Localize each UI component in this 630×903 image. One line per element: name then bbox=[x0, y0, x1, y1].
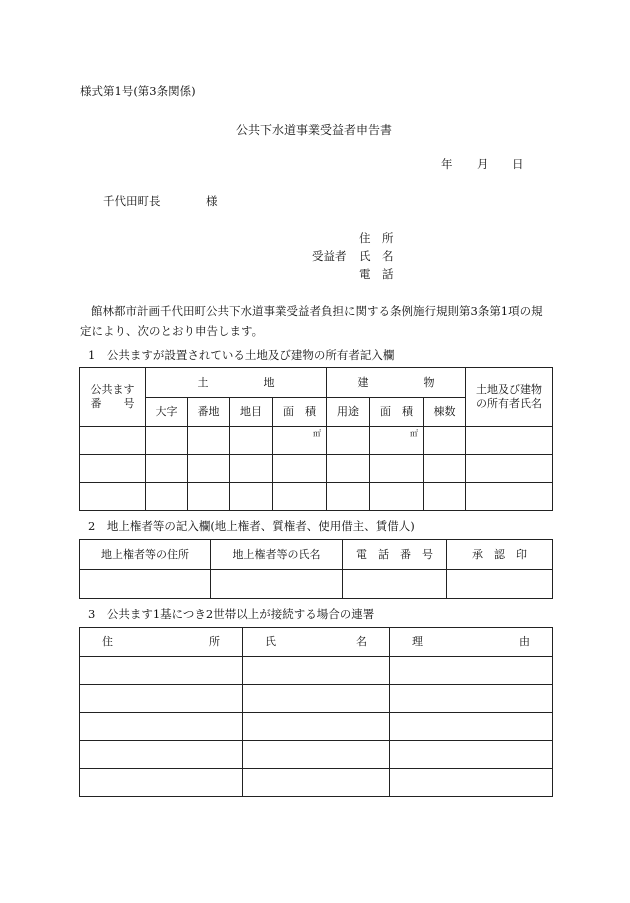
land-category-cell[interactable] bbox=[230, 427, 273, 455]
superficiary-address-cell[interactable] bbox=[80, 570, 211, 599]
building-count-cell[interactable] bbox=[424, 427, 466, 455]
usage-cell[interactable] bbox=[327, 427, 370, 455]
date-day-label: 日 bbox=[512, 157, 524, 171]
table-row bbox=[80, 455, 553, 483]
land-area-cell[interactable] bbox=[273, 427, 327, 455]
table-row bbox=[80, 769, 553, 797]
basin-number-cell[interactable] bbox=[80, 455, 146, 483]
phone-number-cell[interactable] bbox=[343, 570, 447, 599]
reason-cell[interactable] bbox=[390, 657, 553, 685]
reason-cell[interactable] bbox=[390, 685, 553, 713]
approval-seal-cell[interactable] bbox=[447, 570, 553, 599]
section2-table bbox=[79, 539, 553, 599]
area-unit: ㎡ bbox=[313, 429, 321, 438]
cosigner-name-cell[interactable] bbox=[243, 713, 390, 741]
oaza-header: 大字 bbox=[146, 398, 188, 427]
building-count-header: 棟数 bbox=[424, 398, 466, 427]
building-area-cell[interactable] bbox=[370, 483, 424, 511]
table-row bbox=[80, 570, 553, 599]
cosigner-address-cell[interactable] bbox=[80, 741, 243, 769]
building-area-header: 面 積 bbox=[370, 398, 424, 427]
cosigner-address-cell[interactable] bbox=[80, 657, 243, 685]
building-header: 建 物 bbox=[327, 368, 466, 398]
land-area-cell[interactable] bbox=[273, 483, 327, 511]
area-unit: ㎡ bbox=[410, 429, 418, 438]
cosigner-name-cell[interactable] bbox=[243, 685, 390, 713]
cosigner-address-cell[interactable] bbox=[80, 769, 243, 797]
declaration-text: 館林都市計画千代田町公共下水道事業受益者負担に関する条例施行規則第3条第1項の規定により、次のとおり申告します。 bbox=[80, 304, 543, 338]
usage-cell[interactable] bbox=[327, 483, 370, 511]
land-category-header: 地目 bbox=[230, 398, 273, 427]
oaza-cell[interactable] bbox=[146, 427, 188, 455]
land-area-cell[interactable] bbox=[273, 455, 327, 483]
cosigner-address-header: 住 所 bbox=[80, 628, 243, 657]
building-area-cell[interactable] bbox=[370, 427, 424, 455]
reason-cell[interactable] bbox=[390, 769, 553, 797]
oaza-cell[interactable] bbox=[146, 455, 188, 483]
form-title: 公共下水道事業受益者申告書 bbox=[236, 123, 393, 137]
oaza-cell[interactable] bbox=[146, 483, 188, 511]
cosigner-name-cell[interactable] bbox=[243, 769, 390, 797]
lot-number-cell[interactable] bbox=[188, 455, 230, 483]
cosigner-address-cell[interactable] bbox=[80, 713, 243, 741]
applicant-label: 受益者 bbox=[312, 249, 347, 263]
table-row bbox=[80, 427, 553, 455]
section1-table bbox=[79, 367, 553, 511]
applicant-phone-label: 電 話 bbox=[359, 267, 394, 281]
basin-number-cell[interactable] bbox=[80, 483, 146, 511]
applicant-name-label: 氏 名 bbox=[359, 249, 394, 263]
addressee-name: 千代田町長 bbox=[103, 194, 161, 208]
lot-number-cell[interactable] bbox=[188, 427, 230, 455]
table-row bbox=[80, 741, 553, 769]
cosigner-name-cell[interactable] bbox=[243, 657, 390, 685]
date-month-label: 月 bbox=[477, 157, 489, 171]
reason-header: 理 由 bbox=[390, 628, 553, 657]
table-row bbox=[80, 713, 553, 741]
reason-cell[interactable] bbox=[390, 713, 553, 741]
lot-number-cell[interactable] bbox=[188, 483, 230, 511]
building-count-cell[interactable] bbox=[424, 483, 466, 511]
owner-name-cell[interactable] bbox=[466, 427, 553, 455]
superficiary-address-header: 地上権者等の住所 bbox=[80, 540, 211, 570]
owner-name-cell[interactable] bbox=[466, 483, 553, 511]
basin-number-header: 公共ます 番 号 bbox=[80, 368, 146, 427]
section2-heading: 2 地上権者等の記入欄(地上権者、質権者、使用借主、賃借人) bbox=[88, 519, 415, 533]
reason-cell[interactable] bbox=[390, 741, 553, 769]
table-row bbox=[80, 685, 553, 713]
owner-name-cell[interactable] bbox=[466, 455, 553, 483]
usage-cell[interactable] bbox=[327, 455, 370, 483]
phone-number-header: 電 話 番 号 bbox=[343, 540, 447, 570]
land-header: 土 地 bbox=[146, 368, 327, 398]
section3-heading: 3 公共ます1基につき2世帯以上が接続する場合の連署 bbox=[88, 607, 375, 621]
section1-heading: 1 公共ますが設置されている土地及び建物の所有者記入欄 bbox=[88, 348, 395, 362]
building-count-cell[interactable] bbox=[424, 455, 466, 483]
date-year-label: 年 bbox=[441, 157, 453, 171]
land-area-header: 面 積 bbox=[273, 398, 327, 427]
table-row bbox=[80, 483, 553, 511]
form-code: 様式第1号(第3条関係) bbox=[80, 84, 196, 98]
cosigner-name-cell[interactable] bbox=[243, 741, 390, 769]
owner-name-header: 土地及び建物 の所有者氏名 bbox=[466, 368, 553, 427]
building-area-cell[interactable] bbox=[370, 455, 424, 483]
cosigner-address-cell[interactable] bbox=[80, 685, 243, 713]
section3-table bbox=[79, 627, 553, 797]
usage-header: 用途 bbox=[327, 398, 370, 427]
lot-number-header: 番地 bbox=[188, 398, 230, 427]
land-category-cell[interactable] bbox=[230, 455, 273, 483]
applicant-address-label: 住 所 bbox=[359, 231, 394, 245]
superficiary-name-header: 地上権者等の氏名 bbox=[211, 540, 343, 570]
land-category-cell[interactable] bbox=[230, 483, 273, 511]
table-row bbox=[80, 657, 553, 685]
cosigner-name-header: 氏 名 bbox=[243, 628, 390, 657]
superficiary-name-cell[interactable] bbox=[211, 570, 343, 599]
approval-seal-header: 承 認 印 bbox=[447, 540, 553, 570]
basin-number-cell[interactable] bbox=[80, 427, 146, 455]
addressee-honorific: 様 bbox=[206, 194, 218, 208]
